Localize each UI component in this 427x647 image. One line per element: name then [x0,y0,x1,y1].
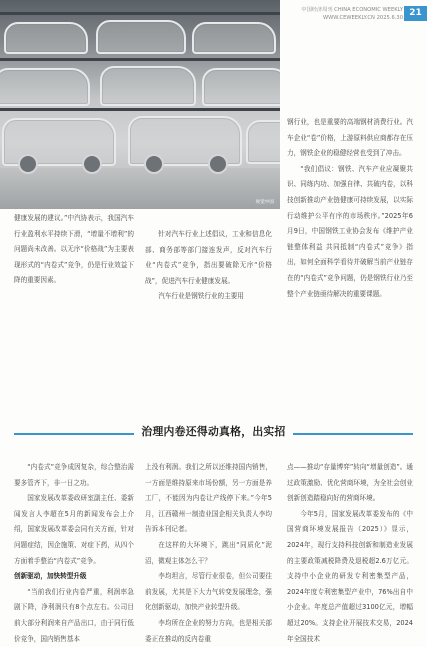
paragraph: “当前我们行业内卷严重，利润率急剧下降，净利润只有8个点左右。公司目前大部分利润来自产品出口，由于同行低价竞争，国内销售基本 [14,587,134,643]
section-title: 治理内卷还得动真格，出实招 [141,425,286,438]
masthead-date: WWW.CEWEEKLY.CN 2025.6.30 [323,15,403,21]
paragraph: 钢行业，也是重要的高端钢材消费行业。汽车企业“卷”价格，上游原料供应商都存在压力，钢铁企业的稳健经营也受到了冲击。 [287,118,413,158]
paragraph: 健康发展的建议。”中汽协表示，我国汽车行业盈利水平持续下滑，“增量不增利”的问题尚未改善。以无序“价格战”为主要表现形式的“内卷式”竞争，仍是行业效益下降的重要因素。 [14,214,134,285]
article-column-2 [145,227,272,305]
article-column-1 [14,211,134,289]
paragraph: “内卷式”竞争成因复杂，综合整治需要多管齐下，非一日之功。 [14,463,134,487]
paragraph: 上没有利润。我们之所以还维持国内销售，一方面是维持原来市场份额，另一方面是养工厂，不能因为内卷让产线停下来。”今年5月，江西赣州一制造业国企相关负责人李均告诉本刊记者。 [145,463,272,534]
paragraph: 在这样的大环境下，跳出“同质化”泥沼，微观主体怎么干？ [145,540,272,565]
photo-credit: 视觉中国 [255,200,274,205]
article-column-3-bottom [287,460,413,647]
page-number: 21 [404,6,427,21]
paragraph: 点——推动“存量博弈”转向“增量创造”。通过政策激励、优化营商环境，为全社会创业创新创造踏稳向好的营商环境。 [287,463,413,503]
paragraph: 今年5月，国家发展改革委发布的《中国营商环境发展报告（2025）》显示，2024年，现行支持科技创新和制造业发展的主要政策减税降费及退税超2.6万亿元。支持中小企业的研发专利密集型产品，2024年度专利密集型产业中，76%出自中小企业。年度总产值超过3100亿元，增幅超过20%。支持企业开展技术交易，2024年全国技术 [287,509,413,643]
masthead [285,6,403,22]
article-column-2-bottom [145,460,272,647]
car-factory-photo [0,0,280,209]
paragraph: 国家发展改革委政研室副主任、委新闻发言人李超在5月的新闻发布会上介绍，国家发展改革委会同有关方面，针对问题症结，因企施策、对症下药，从四个方面着手整治“内卷式”竞争。 [14,494,134,565]
paragraph: 针对汽车行业上述倡议，工业和信息化部、商务部等部门接连发声，反对汽车行业“内卷式”竞争，指出要破除无序“价格战”，促进汽车行业健康发展。 [145,230,272,285]
masthead-title: 中国经济周刊 CHINA ECONOMIC WEEKLY [301,7,403,13]
paragraph: “我们倡议：钢铁、汽车产业应凝聚共识、同练内功、加强自律、共破内卷，以科技创新推动产业链健康可持续发展，以实际行动维护公平有序的市场秩序。”2025年6月9日，中国钢铁工业协会发布《维护产业链整体利益 共同抵制“内卷式”竞争》指出，如何全面科学看待并破解当前产业链存在的“内卷式”竞争问题，仍是钢铁行业乃至整个产业链亟待解决的重要课题。 [287,164,413,298]
paragraph: 李均坦言，尽管行业很卷，但公司要往前发展，尤其是下大力气转变发展理念，强化创新驱动，加快产业转型升级。 [145,572,272,612]
section-banner [0,419,427,449]
paragraph: 李均所在企业的努力方向，也是相关部委正在推动的反内卷重 [145,618,272,643]
article-column-3 [287,115,413,302]
subheading: 创新驱动，加快转型升级 [14,572,87,581]
paragraph: 汽车行业是钢铁行业的主要用 [158,292,244,301]
article-column-1-bottom [14,460,134,647]
